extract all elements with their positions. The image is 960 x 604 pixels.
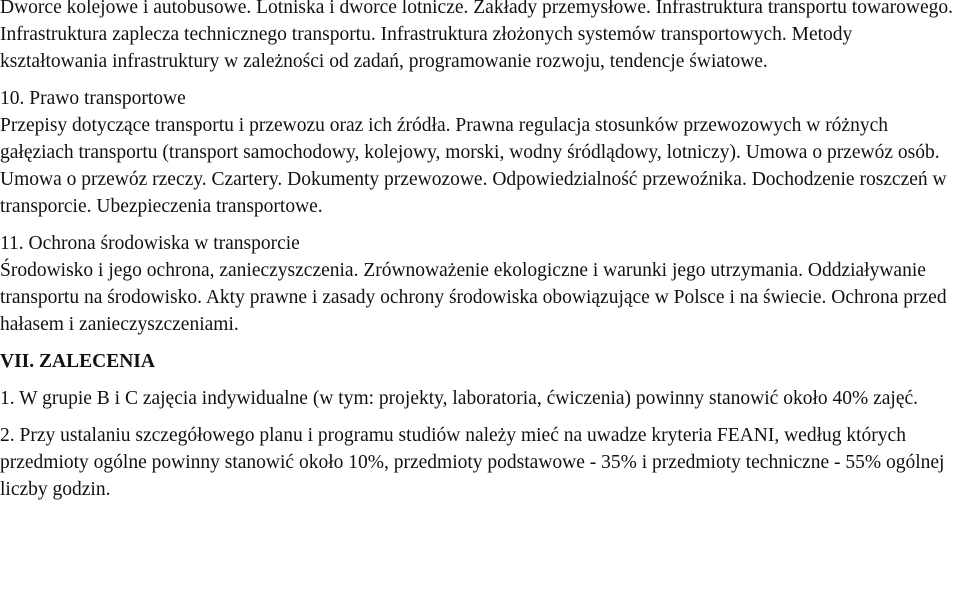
paragraph-transport-law: Przepisy dotyczące transportu i przewozu oraz ich źródła. Prawna regulacja stosunków przewozowych w różnych gałęziach transportu (transport samochodowy, kolejowy, morski, wodny śródlądowy, lotniczy). Umowa o przewóz osób. Umowa o przewóz rzeczy. Czartery. Dokumenty przewozowe. Odpowiedzialność przewoźnika. Dochodzenie roszczeń w transporcie. Ubezpieczenia transportowe. bbox=[0, 115, 947, 217]
recommendation-2: 2. Przy ustalaniu szczegółowego planu i programu studiów należy mieć na uwadze kryteria FEANI, według których przedmioty ogólne powinny stanowić około 10%, przedmioty podstawowe - 35% i przedmioty techniczne - 55% ogólnej liczby godzin. bbox=[0, 425, 945, 500]
chapter-heading-recommendations: VII. ZALECENIA bbox=[0, 351, 155, 372]
section-heading-transport-law: 10. Prawo transportowe bbox=[0, 88, 186, 109]
recommendation-1: 1. W grupie B i C zajęcia indywidualne (w tym: projekty, laboratoria, ćwiczenia) powinny stanowić około 40% zajęć. bbox=[0, 388, 919, 409]
paragraph-infrastructure: Dworce kolejowe i autobusowe. Lotniska i dworce lotnicze. Zakłady przemysłowe. Infrastruktura transportu towarowego. Infrastruktura zaplecza technicznego transportu. Infrastruktura złożonych systemów transportowych. Metody kształtowania infrastruktury w zależności od zadań, programowanie rozwoju, tendencje światowe. bbox=[0, 0, 954, 72]
paragraph-environment: Środowisko i jego ochrona, zanieczyszczenia. Zrównoważenie ekologiczne i warunki jego utrzymania. Oddziaływanie transportu na środowisko. Akty prawne i zasady ochrony środowiska obowiązujące w Polsce i na świecie. Ochrona przed hałasem i zanieczyszczeniami. bbox=[0, 260, 947, 335]
section-heading-environment: 11. Ochrona środowiska w transporcie bbox=[0, 233, 300, 254]
